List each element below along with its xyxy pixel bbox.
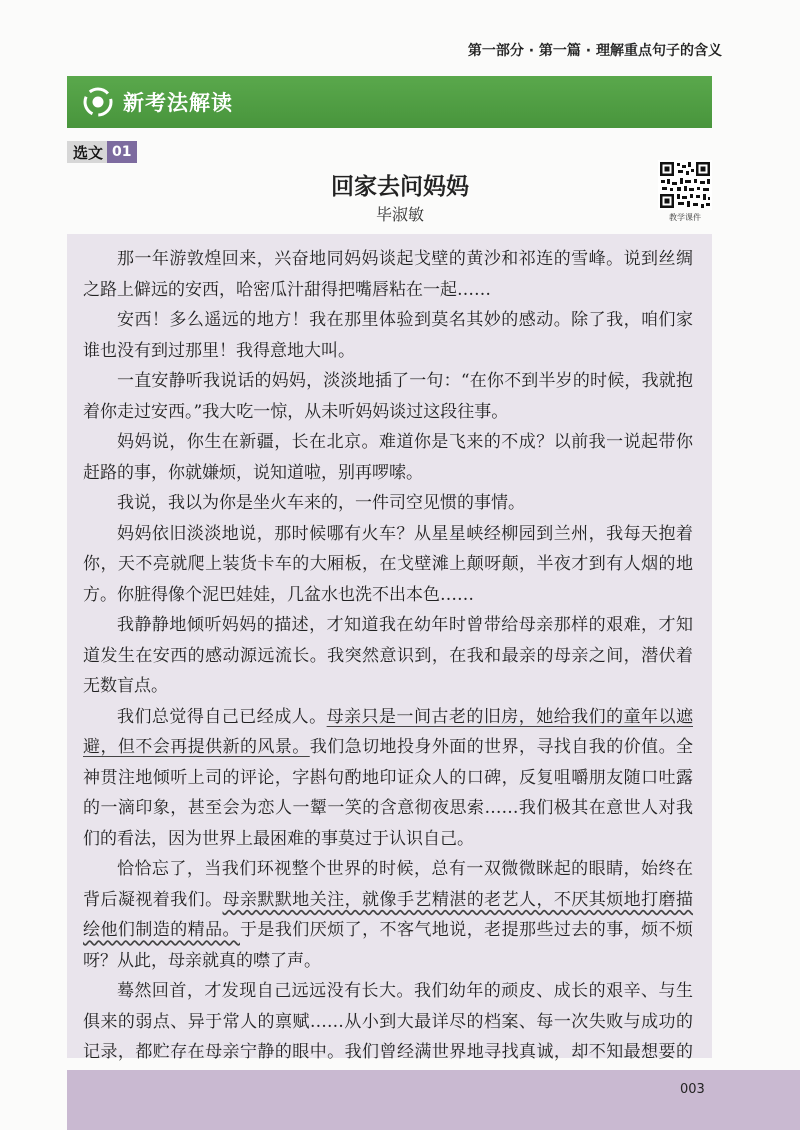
paragraph-9 [83,854,693,976]
paragraph-10: 蓦然回首，才发现自己远远没有长大。我们幼年的顽皮、成长的艰辛、与生俱来的弱点、异于常人的禀赋……从小到大最详尽的档案、每一次失败与成功的记录，都贮存在母亲宁静的眼中。我们曾经满世界地寻找真诚，却不知最想要的 [83,981,693,1062]
selection-number: 01 [107,141,136,163]
paragraph-9-rest: 于是我们厌烦了，不客气地说，老提那些过去的事，烦不烦呀？从此，母亲就真的噤了声。 [83,920,694,971]
underlined-sentence: 母亲只是一间古老的旧房，她给我们的童年以遮避，但不会再提供新的风景。 [83,706,693,757]
paragraph-8 [83,702,693,855]
running-header: 第一部分 · 第一篇 · 理解重点句子的含义 [467,43,722,59]
banner-title: 新考法解读 [123,91,233,115]
qr-code-icon [658,160,712,210]
selection-label: 选文 [67,141,107,163]
paragraph-9-prefix: 恰恰忘了，当我们环视整个世界的时候，总有一双微微眯起的眼睛，始终在背后凝视着我们。 [83,859,693,910]
leaf-swirl-icon [83,87,113,117]
paragraph-7: 我静静地倾听妈妈的描述，才知道我在幼年时曾带给母亲那样的艰难，才知道发生在安西的感动源远流长。我突然意识到，在我和最亲的母亲之间，潜伏着无数盲点。 [83,615,693,696]
qr-caption: 教学课件 [669,213,701,222]
paragraph-5: 我说，我以为你是坐火车来的，一件司空见惯的事情。 [117,493,525,513]
footer-band [67,1070,800,1130]
paragraph-1: 那一年游敦煌回来，兴奋地同妈妈谈起戈壁的黄沙和祁连的雪峰。说到丝绸之路上僻远的安西，哈密瓜汁甜得把嘴唇粘在一起…… [83,249,693,300]
article-panel [67,234,712,1062]
selection-tag [67,141,137,163]
paragraph-8-prefix: 我们总觉得自己已经成人。 [117,706,327,727]
article-author: 毕淑敏 [375,205,424,224]
qr-code[interactable] [658,160,712,223]
paragraph-3: 一直安静听我说话的妈妈，淡淡地插了一句：“在你不到半岁的时候，我就抱着你走过安西。”我大吃一惊，从未听妈妈谈过这段往事。 [83,371,693,422]
paragraph-2: 安西！多么遥远的地方！我在那里体验到莫名其妙的感动。除了我，咱们家谁也没有到过那里！我得意地大叫。 [83,310,693,361]
paragraph-8-rest: 我们急切地投身外面的世界，寻找自我的价值。全神贯注地倾听上司的评论，字斟句酌地印证众人的口碑，反复咀嚼朋友随口吐露的一滴印象，甚至会为恋人一颦一笑的含意彻夜思索……我们极其在意世人对我们的看法，因为世界上最困难的事莫过于认识自己。 [83,737,694,849]
article-title: 回家去问妈妈 [331,174,469,200]
wavy-underlined-sentence: 母亲默默地关注，就像手艺精湛的老艺人，不厌其烦地打磨描绘他们制造的精品。 [83,889,694,940]
paragraph-6: 妈妈依旧淡淡地说，那时候哪有火车？从星星峡经柳园到兰州，我每天抱着你，天不亮就爬上装货卡车的大厢板，在戈壁滩上颠呀颠，半夜才到有人烟的地方。你脏得像个泥巴娃娃，几盆水也洗不出本色…… [83,523,693,605]
section-banner [67,76,712,128]
paragraph-4: 妈妈说，你生在新疆，长在北京。难道你是飞来的不成？以前我一说起带你赶路的事，你就嫌烦，说知道啦，别再啰嗦。 [83,432,693,483]
page-number: 003 [680,1082,705,1097]
article-body [83,244,693,1129]
